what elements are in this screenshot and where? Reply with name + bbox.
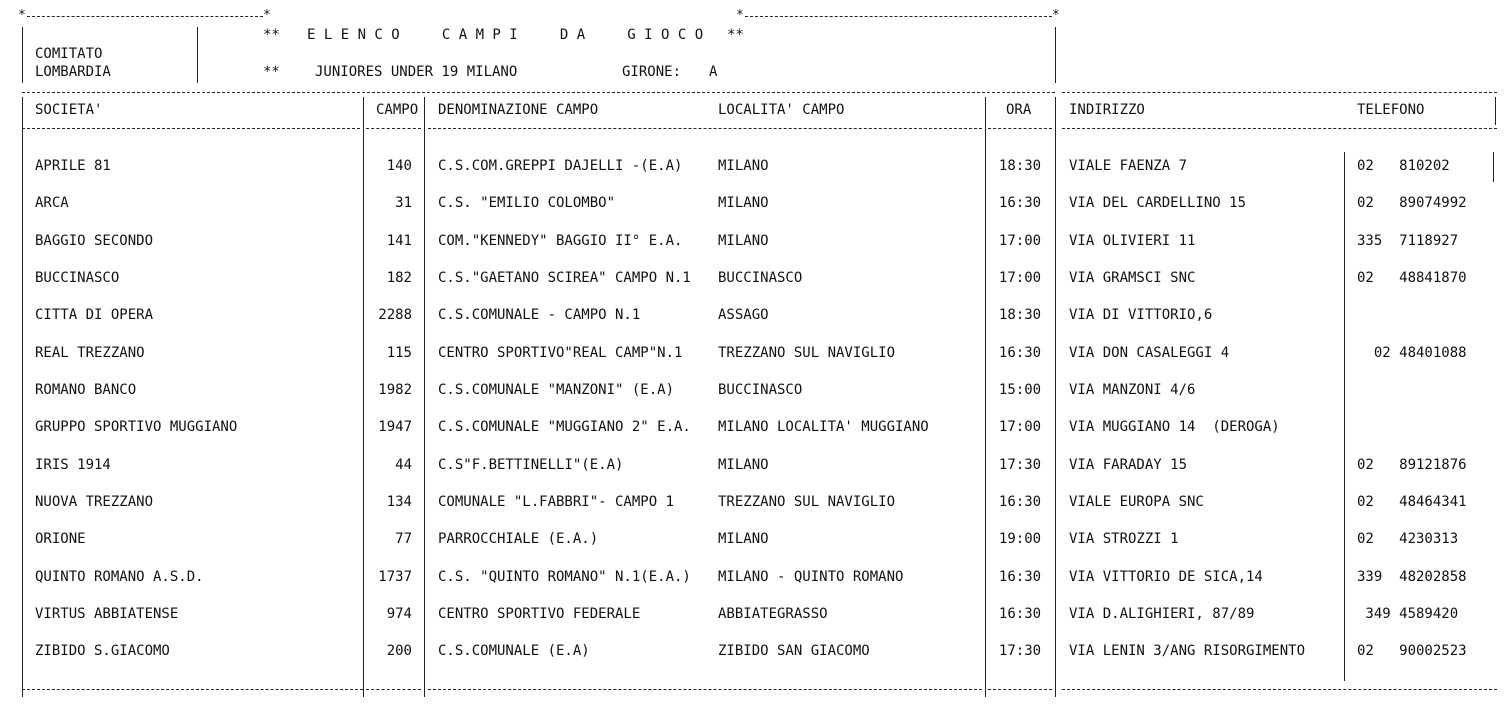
comitato-label: COMITATO — [35, 46, 103, 62]
cell-ora: 19:00 — [998, 531, 1042, 547]
cell-societa: REAL TREZZANO — [35, 345, 145, 361]
girone-label: GIRONE: — [622, 64, 682, 80]
cell-denominazione: C.S.COMUNALE - CAMPO N.1 — [438, 307, 641, 323]
footer-rule — [428, 689, 982, 690]
cell-societa: CITTA DI OPERA — [35, 307, 154, 323]
cell-telefono: 02 89074992 — [1357, 195, 1467, 211]
frame-corner: * — [736, 8, 744, 23]
cell-ora: 18:30 — [998, 307, 1042, 323]
col-sep — [1495, 97, 1496, 125]
cell-ora: 17:00 — [998, 270, 1042, 286]
frame-right-border — [1055, 27, 1056, 83]
cell-indirizzo: VIA GRAMSCI SNC — [1069, 270, 1196, 286]
cell-indirizzo: VIA D.ALIGHIERI, 87/89 — [1069, 606, 1255, 622]
header-rule-bottom — [366, 128, 421, 129]
col-header-ora: ORA — [1006, 102, 1032, 118]
cell-ora: 16:30 — [998, 494, 1042, 510]
cell-societa: ARCA — [35, 195, 69, 211]
frame-corner: * — [18, 8, 26, 23]
cell-campo: 200 — [386, 643, 412, 659]
cell-indirizzo: VIA MUGGIANO 14 (DEROGA) — [1069, 419, 1280, 435]
cell-indirizzo: VIA DEL CARDELLINO 15 — [1069, 195, 1247, 211]
cell-indirizzo: VIA VITTORIO DE SICA,14 — [1069, 569, 1263, 585]
cell-denominazione: CENTRO SPORTIVO FEDERALE — [438, 606, 641, 622]
cell-campo: 974 — [386, 606, 412, 622]
cell-localita: MILANO LOCALITA' MUGGIANO — [718, 419, 929, 435]
cell-societa: VIRTUS ABBIATENSE — [35, 606, 179, 622]
cell-indirizzo: VIA MANZONI 4/6 — [1069, 382, 1196, 398]
cell-societa: IRIS 1914 — [35, 457, 111, 473]
cell-indirizzo: VIA DI VITTORIO,6 — [1069, 307, 1213, 323]
cell-localita: ZIBIDO SAN GIACOMO — [718, 643, 870, 659]
col-sep — [1055, 97, 1056, 697]
cell-campo: 2288 — [378, 307, 412, 323]
cell-ora: 16:30 — [998, 345, 1042, 361]
cell-campo: 140 — [386, 158, 412, 174]
cell-societa: ROMANO BANCO — [35, 382, 137, 398]
col-header-localita: LOCALITA' CAMPO — [718, 102, 845, 118]
col-sep — [985, 97, 986, 697]
cell-denominazione: C.S.COMUNALE (E.A) — [438, 643, 590, 659]
cell-ora: 16:30 — [998, 195, 1042, 211]
cell-ora: 17:30 — [998, 457, 1042, 473]
cell-campo: 182 — [386, 270, 412, 286]
cell-localita: BUCCINASCO — [718, 270, 803, 286]
cell-ora: 16:30 — [998, 569, 1042, 585]
frame-left-border — [22, 27, 23, 83]
cell-ora: 17:00 — [998, 419, 1042, 435]
regione-label: LOMBARDIA — [35, 64, 111, 80]
cell-denominazione: COM."KENNEDY" BAGGIO II° E.A. — [438, 233, 683, 249]
cell-telefono: 02 48464341 — [1357, 494, 1467, 510]
col-sep — [363, 97, 364, 697]
category-name: JUNIORES UNDER 19 MILANO — [315, 64, 518, 80]
header-rule-bottom — [22, 128, 360, 129]
cell-societa: ZIBIDO S.GIACOMO — [35, 643, 170, 659]
cell-denominazione: CENTRO SPORTIVO"REAL CAMP"N.1 — [438, 345, 683, 361]
cell-indirizzo: VIA OLIVIERI 11 — [1069, 233, 1196, 249]
cell-campo: 77 — [395, 531, 412, 547]
cell-localita: MILANO — [718, 233, 769, 249]
frame-top-rule-left — [27, 16, 263, 17]
page-title: E L E N C O C A M P I D A G I O C O — [307, 27, 704, 43]
cell-denominazione: PARROCCHIALE (E.A.) — [438, 531, 599, 547]
cell-telefono: 02 4230313 — [1357, 531, 1459, 547]
frame-comitato-divider — [197, 27, 198, 83]
cell-campo: 31 — [395, 195, 412, 211]
footer-rule — [22, 689, 363, 690]
cell-indirizzo: VIA LENIN 3/ANG RISORGIMENTO — [1069, 643, 1306, 659]
girone-value: A — [709, 64, 718, 80]
frame-corner: * — [263, 8, 271, 23]
cell-denominazione: C.S. "QUINTO ROMANO" N.1(E.A.) — [438, 569, 691, 585]
header-rule-bottom — [988, 128, 1052, 129]
cell-ora: 15:00 — [998, 382, 1042, 398]
cell-localita: MILANO - QUINTO ROMANO — [718, 569, 904, 585]
col-header-indirizzo: INDIRIZZO — [1069, 102, 1145, 118]
col-header-denominazione: DENOMINAZIONE CAMPO — [438, 102, 599, 118]
cell-societa: APRILE 81 — [35, 158, 111, 174]
cell-campo: 134 — [386, 494, 412, 510]
cell-localita: ABBIATEGRASSO — [718, 606, 828, 622]
cell-campo: 1737 — [378, 569, 412, 585]
cell-societa: BAGGIO SECONDO — [35, 233, 154, 249]
cell-indirizzo: VIALE FAENZA 7 — [1069, 158, 1188, 174]
cell-ora: 18:30 — [998, 158, 1042, 174]
cell-localita: MILANO — [718, 531, 769, 547]
header-rule-top-right — [1062, 92, 1497, 93]
col-sep — [424, 97, 425, 697]
cell-localita: TREZZANO SUL NAVIGLIO — [718, 494, 896, 510]
frame-top-rule-right — [745, 16, 1052, 17]
cell-campo: 1982 — [378, 382, 412, 398]
header-rule-bottom — [428, 128, 982, 129]
cell-denominazione: COMUNALE "L.FABBRI"- CAMPO 1 — [438, 494, 675, 510]
cell-ora: 17:00 — [998, 233, 1042, 249]
cell-telefono: 02 48841870 — [1357, 270, 1467, 286]
cell-telefono: 335 7118927 — [1357, 233, 1459, 249]
footer-rule — [366, 689, 421, 690]
cell-campo: 1947 — [378, 419, 412, 435]
cell-denominazione: C.S.COMUNALE "MUGGIANO 2" E.A. — [438, 419, 691, 435]
footer-rule — [988, 689, 1052, 690]
cell-denominazione: C.S."GAETANO SCIREA" CAMPO N.1 — [438, 270, 691, 286]
frame-corner: * — [1052, 8, 1060, 23]
cell-denominazione: C.S. "EMILIO COLOMBO" — [438, 195, 616, 211]
cell-denominazione: C.S.COMUNALE "MANZONI" (E.A) — [438, 382, 675, 398]
cell-denominazione: C.S.COM.GREPPI DAJELLI -(E.A) — [438, 158, 683, 174]
col-sep — [22, 97, 23, 697]
col-header-societa: SOCIETA' — [35, 102, 103, 118]
title-stars: ** — [263, 27, 280, 43]
header-rule-bottom-right — [1062, 128, 1497, 129]
cell-indirizzo: VIALE EUROPA SNC — [1069, 494, 1204, 510]
cell-indirizzo: VIA DON CASALEGGI 4 — [1069, 345, 1230, 361]
footer-rule-right — [1062, 689, 1497, 690]
category-stars: ** — [263, 64, 280, 80]
cell-telefono: 339 48202858 — [1357, 569, 1467, 585]
cell-localita: MILANO — [718, 195, 769, 211]
col-header-campo: CAMPO — [376, 102, 419, 118]
cell-campo: 141 — [386, 233, 412, 249]
cell-societa: NUOVA TREZZANO — [35, 494, 154, 510]
cell-societa: ORIONE — [35, 531, 86, 547]
telefono-sep — [1344, 152, 1345, 681]
cell-ora: 16:30 — [998, 606, 1042, 622]
cell-ora: 17:30 — [998, 643, 1042, 659]
title-stars: ** — [727, 27, 744, 43]
cell-localita: MILANO — [718, 457, 769, 473]
cell-localita: TREZZANO SUL NAVIGLIO — [718, 345, 896, 361]
cell-localita: ASSAGO — [718, 307, 769, 323]
telefono-edge — [1493, 152, 1494, 182]
col-header-telefono: TELEFONO — [1357, 102, 1425, 118]
cell-indirizzo: VIA STROZZI 1 — [1069, 531, 1179, 547]
cell-societa: GRUPPO SPORTIVO MUGGIANO — [35, 419, 238, 435]
cell-telefono: 349 4589420 — [1357, 606, 1459, 622]
cell-campo: 44 — [395, 457, 412, 473]
header-rule-top — [22, 92, 1055, 93]
cell-denominazione: C.S"F.BETTINELLI"(E.A) — [438, 457, 624, 473]
cell-telefono: 02 810202 — [1357, 158, 1450, 174]
cell-telefono: 02 89121876 — [1357, 457, 1467, 473]
cell-localita: BUCCINASCO — [718, 382, 803, 398]
cell-societa: QUINTO ROMANO A.S.D. — [35, 569, 204, 585]
cell-societa: BUCCINASCO — [35, 270, 120, 286]
cell-campo: 115 — [386, 345, 412, 361]
cell-telefono: 02 90002523 — [1357, 643, 1467, 659]
cell-telefono: 02 48401088 — [1357, 345, 1467, 361]
cell-indirizzo: VIA FARADAY 15 — [1069, 457, 1188, 473]
cell-localita: MILANO — [718, 158, 769, 174]
